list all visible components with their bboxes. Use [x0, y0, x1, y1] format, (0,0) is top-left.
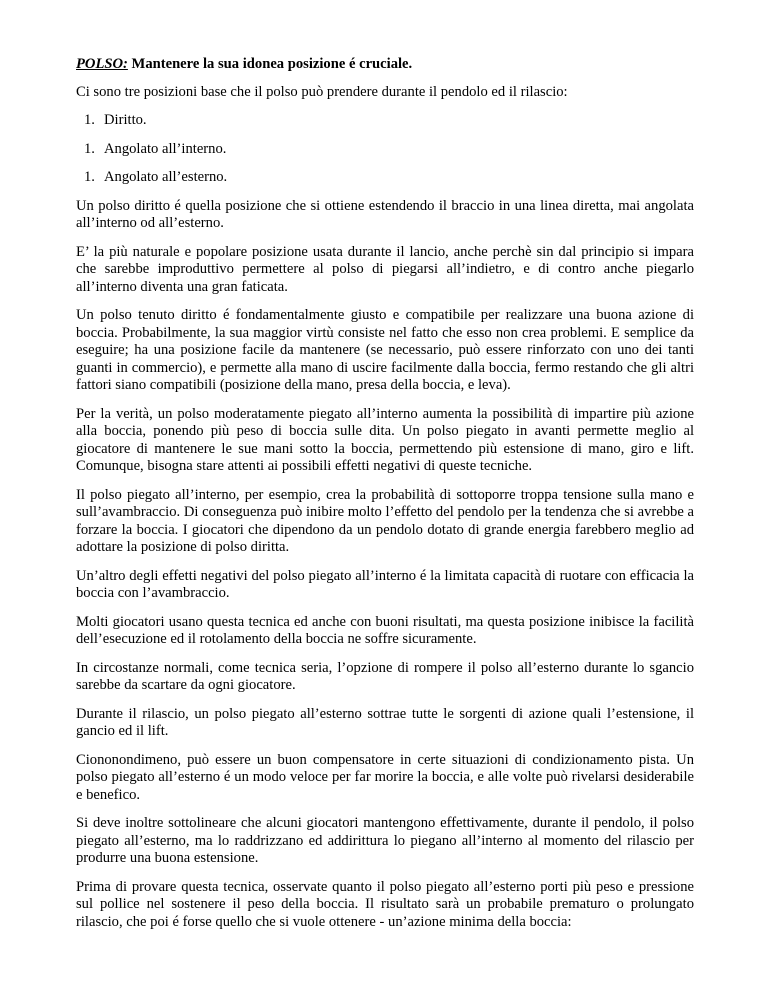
- heading-keyword: POLSO:: [76, 56, 128, 72]
- intro-paragraph: Ci sono tre posizioni base che il polso può prendere durante il pendolo ed il rilascio:: [76, 83, 568, 100]
- body-paragraph: Si deve inoltre sottolineare che alcuni giocatori mantengono effettivamente, durante il pendolo, il polso piegato all’esterno, ma lo raddrizzano ed addirittura lo piegano all’interno al momento del rilascio per produrre una buona estensione.: [76, 815, 694, 866]
- body-paragraph: Un’altro degli effetti negativi del polso piegato all’interno é la limitata capacità di ruotare con efficacia la boccia con l’avambraccio.: [76, 567, 694, 601]
- list-item-number: 1.: [84, 140, 95, 157]
- list-item: [76, 169, 694, 187]
- body-paragraph: Molti giocatori usano questa tecnica ed anche con buoni risultati, ma questa posizione inibisce la facilità dell’esecuzione ed il rotolamento della boccia ne soffre sicuramente.: [76, 613, 694, 647]
- heading-text: Mantenere la sua idonea posizione é cruciale.: [127, 56, 413, 72]
- body-paragraph: Un polso diritto é quella posizione che si ottiene estendendo il braccio in una linea diretta, mai angolata all’interno od all’esterno.: [76, 197, 694, 231]
- body-paragraph: Durante il rilascio, un polso piegato all’esterno sottrae tutte le sorgenti di azione quali l’estensione, il gancio ed il lift.: [76, 705, 694, 739]
- list-item: [76, 141, 694, 159]
- positions-list: [76, 112, 694, 187]
- list-item-text: Angolato all’esterno.: [104, 169, 228, 185]
- section-heading: [76, 56, 694, 74]
- body-paragraph: Un polso tenuto diritto é fondamentalmente giusto e compatibile per realizzare una buona azione di boccia. Probabilmente, la sua maggior virtù consiste nel fatto che esso non crea problemi. E semplice da eseguire; ha una posizione facile da mantenere (se necessario, può essere rinforzato con uno dei tanti guanti in commercio), e permette alla mano di uscire facilmente dalla boccia, fermo restando che gli altri fattori siano compatibili (posizione della mano, presa della boccia, e leva).: [76, 307, 694, 393]
- body-paragraph: Prima di provare questa tecnica, osservate quanto il polso piegato all’esterno porti più peso e pressione sul pollice nel sostenere il peso della boccia. Il risultato sarà un probabile prematuro o prolungato rilascio, che poi é forse quello che si vuole ottenere - un’azione minima della boccia:: [76, 878, 694, 930]
- body-paragraph: E’ la più naturale e popolare posizione usata durante il lancio, anche perchè sin dal principio si impara che sarebbe improduttivo permettere al polso di piegarsi all’indietro, e di contro anche piegarlo all’interno diventa una gran faticata.: [76, 243, 694, 295]
- body-paragraph: Ciononondimeno, può essere un buon compensatore in certe situazioni di condizionamento pista. Un polso piegato all’esterno é un modo veloce per far morire la boccia, e alle volte può rivelarsi desiderabile e benefico.: [76, 751, 694, 803]
- body-paragraph: Per la verità, un polso moderatamente piegato all’interno aumenta la possibilità di impartire più azione alla boccia, ponendo più peso di boccia sulle dita. Un polso piegato in avanti permette meglio al giocatore di mantenere le sue mani sotto la boccia, permettendo più estensione di mano, giro e lift. Comunque, bisogna stare attenti ai possibili effetti negativi di queste tecniche.: [76, 405, 694, 474]
- list-item-text: Diritto.: [104, 112, 147, 128]
- list-item-number: 1.: [84, 169, 95, 185]
- list-item: [76, 112, 694, 130]
- body-paragraph: In circostanze normali, come tecnica seria, l’opzione di rompere il polso all’esterno durante lo sgancio sarebbe da scartare da ogni giocatore.: [76, 659, 694, 693]
- document-page: [76, 56, 694, 942]
- list-item-number: 1.: [84, 112, 95, 128]
- list-item-text: Angolato all’interno.: [104, 140, 227, 157]
- body-paragraph: Il polso piegato all’interno, per esempio, crea la probabilità di sottoporre troppa tensione sulla mano e sull’avambraccio. Di conseguenza può inibire molto l’effetto del pendolo per la tendenza che si avrebbe a forzare la boccia. I giocatori che dipendono da un pendolo dotato di grande energia farebbero meglio ad adottare la posizione di polso diritta.: [76, 486, 694, 555]
